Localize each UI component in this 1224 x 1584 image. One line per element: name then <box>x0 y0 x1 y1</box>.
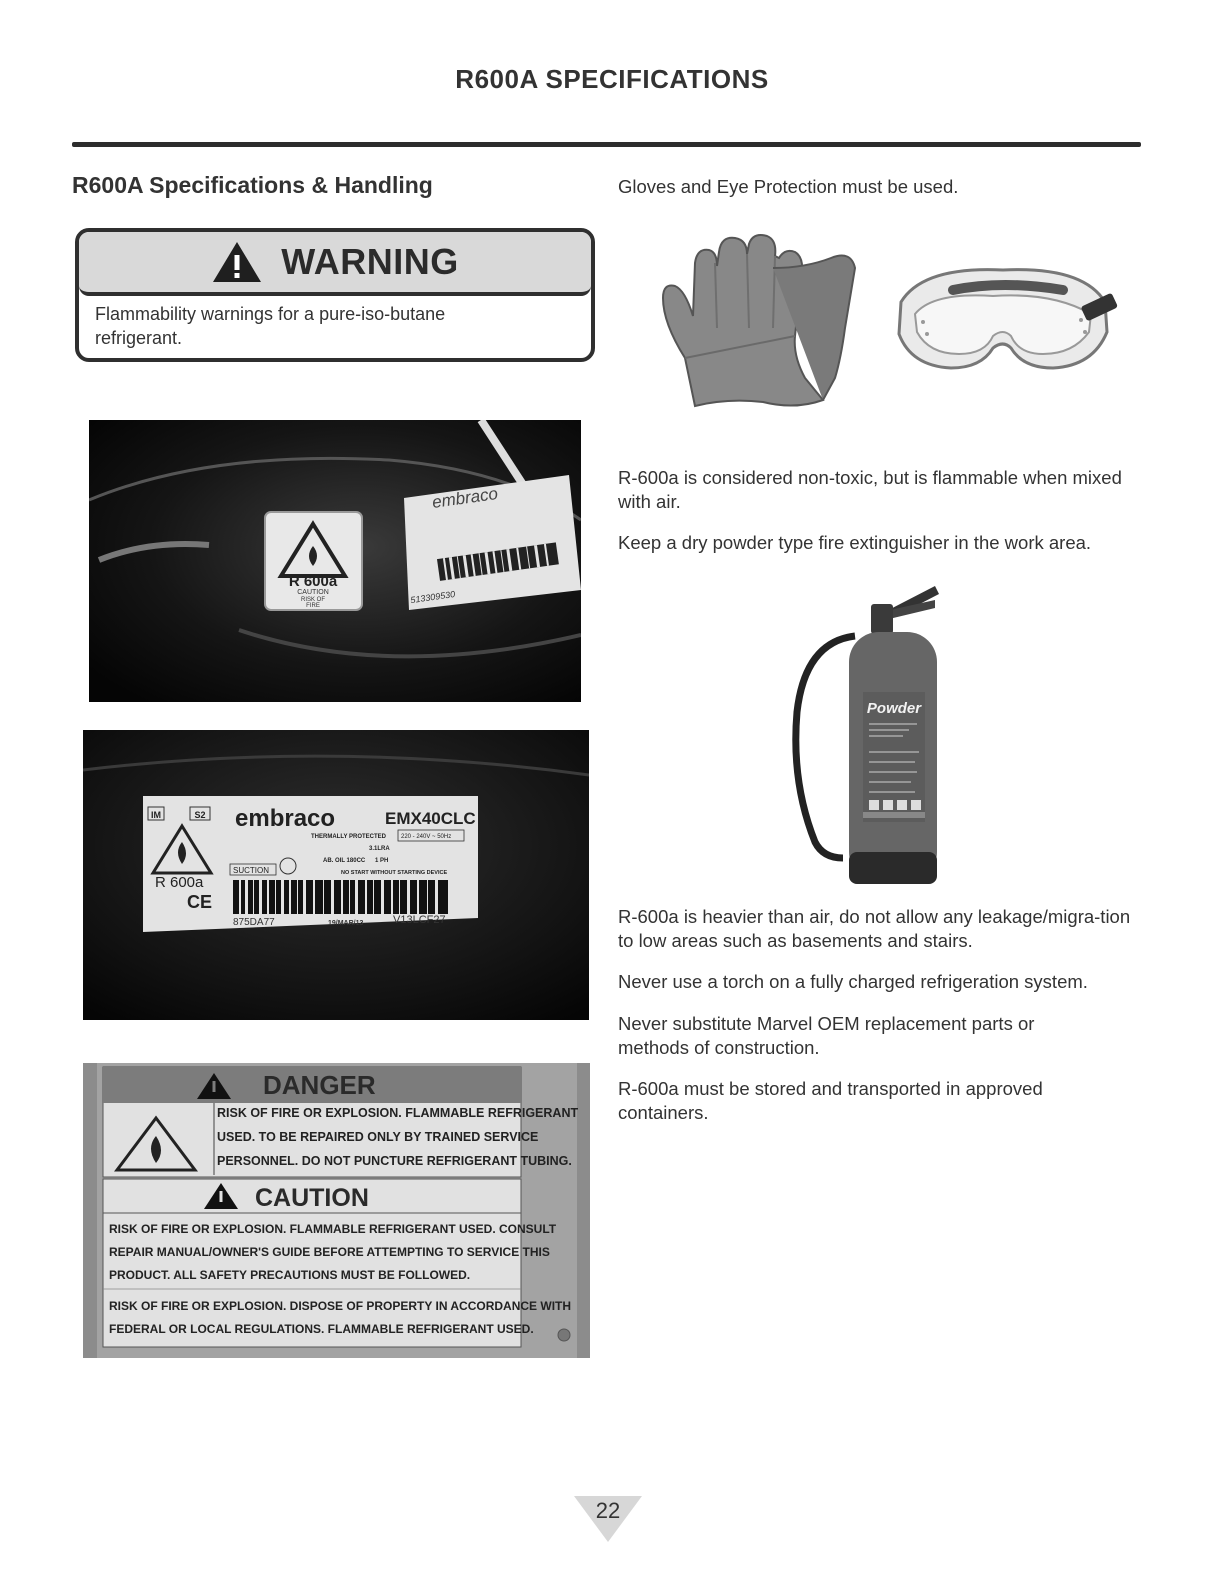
photo2-oil: AB. OIL 180CC <box>323 858 366 864</box>
svg-text:CE: CE <box>187 892 213 912</box>
photo2-thermal: THERMALLY PROTECTED <box>311 834 387 840</box>
caution-line-2: REPAIR MANUAL/OWNER'S GUIDE BEFORE ATTEMPTING TO SERVICE THIS <box>109 1245 550 1259</box>
photo2-badge-im: IM <box>151 810 161 820</box>
danger-line-2: USED. TO BE REPAIRED ONLY BY TRAINED SERVICE <box>217 1130 539 1144</box>
warning-triangle-icon <box>211 240 263 284</box>
photo2-lra: 3.1LRA <box>369 846 390 852</box>
photo2-date: 19/MAR/13 <box>328 920 364 927</box>
header-rule <box>72 142 1141 147</box>
danger-title: DANGER <box>263 1070 376 1100</box>
photo1-serial: 513309530 <box>409 589 456 606</box>
photo2-code-right: V13LCF27 <box>393 914 446 926</box>
fire-extinguisher-icon <box>785 582 950 887</box>
ppe-text: Gloves and Eye Protection must be used. <box>618 176 959 197</box>
photo1-risk-line-2: FIRE <box>306 603 320 609</box>
warning-title: WARNING <box>281 241 459 282</box>
page-title: R600A SPECIFICATIONS <box>455 64 769 94</box>
photo2-refrigerant: R 600a <box>155 874 204 891</box>
section-heading: R600A Specifications & Handling <box>72 172 433 198</box>
warning-box <box>75 228 595 362</box>
caution-line-1: RISK OF FIRE OR EXPLOSION. FLAMMABLE REFRIGERANT USED. CONSULT <box>109 1222 557 1236</box>
compressor-label-photo-1 <box>89 420 581 702</box>
caution-line-4: RISK OF FIRE OR EXPLOSION. DISPOSE OF PROPERTY IN ACCORDANCE WITH <box>109 1299 572 1313</box>
photo2-phase: 1 PH <box>375 858 389 864</box>
danger-line-3: PERSONNEL. DO NOT PUNCTURE REFRIGERANT TUBING. <box>217 1154 572 1168</box>
warning-text: Flammability warnings for a pure-iso-butane refrigerant. <box>95 304 446 348</box>
photo2-brand: embraco <box>235 805 336 832</box>
para-substitute: Never substitute Marvel OEM replacement parts or methods of construction. <box>618 1013 1035 1058</box>
para-torch: Never use a torch on a fully charged refrigeration system. <box>618 971 1088 992</box>
warning-header <box>79 232 591 296</box>
caution-line-3: PRODUCT. ALL SAFETY PRECAUTIONS MUST BE FOLLOWED. <box>109 1268 471 1282</box>
photo1-risk-line-1: RISK OF <box>300 597 326 603</box>
photo2-suction: SUCTION <box>233 866 269 875</box>
photo2-badge-s2: S2 <box>194 810 206 820</box>
photo2-voltage: 220 - 240V ~ 50Hz <box>401 834 452 840</box>
caution-line-5: FEDERAL OR LOCAL REGULATIONS. FLAMMABLE REFRIGERANT USED. <box>109 1322 534 1336</box>
caution-title: CAUTION <box>255 1184 369 1212</box>
photo1-caution: CAUTION <box>297 589 329 596</box>
para-heavier-than-air: R-600a is heavier than air, do not allow any leakage/migra-tion to low areas such as basements and stairs. <box>618 906 1131 951</box>
para-stored: R-600a must be stored and transported in approved containers. <box>618 1078 1043 1123</box>
safety-goggles-icon <box>893 262 1121 374</box>
photo1-refrigerant: R 600a <box>288 573 338 590</box>
compressor-label-photo-2 <box>83 730 589 1020</box>
para-non-toxic: R-600a is considered non-toxic, but is flammable when mixed with air. <box>618 467 1122 512</box>
photo1-brand: embraco <box>430 483 500 512</box>
danger-caution-label-photo <box>83 1063 590 1358</box>
gloves-icon <box>655 228 860 410</box>
photo2-start: NO START WITHOUT STARTING DEVICE <box>341 870 448 876</box>
page-number: 22 <box>595 1498 621 1523</box>
photo2-code-left: 875DA77 <box>233 917 275 928</box>
photo2-model: EMX40CLC <box>385 809 476 828</box>
extinguisher-label: Powder <box>866 700 922 717</box>
para-extinguisher: Keep a dry powder type fire extinguisher in the work area. <box>618 532 1092 553</box>
danger-line-1: RISK OF FIRE OR EXPLOSION. FLAMMABLE REFRIGERANT <box>217 1106 579 1120</box>
